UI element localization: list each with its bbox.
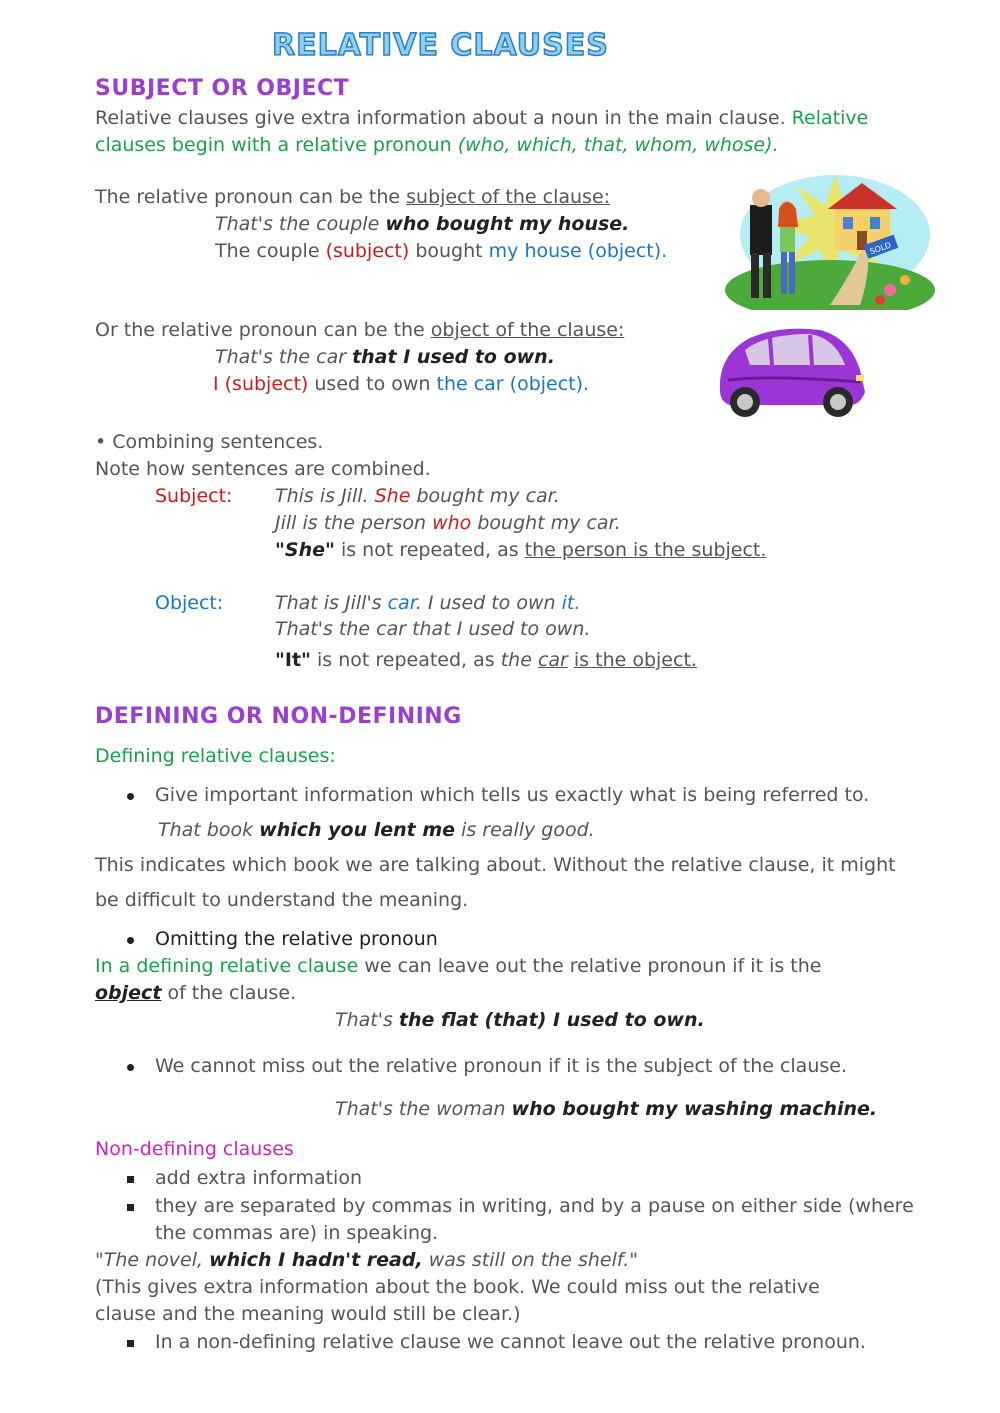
non-defining-item-1: add extra information: [155, 1167, 363, 1189]
subject-example: That's the woman who bought my washing machine.: [335, 1098, 878, 1120]
defining-subheading: Defining relative clauses:: [95, 745, 336, 767]
non-defining-note-1: (This gives extra information about the book. We could miss out the relative: [95, 1276, 820, 1298]
purple-car-illustration: [710, 320, 870, 420]
subject-example-3: "She" is not repeated, as the person is the subject.: [275, 539, 767, 561]
combining-note: Note how sentences are combined.: [95, 458, 431, 480]
example-2-sentence: That's the car that I used to own.: [215, 346, 555, 368]
combining-bullet: • Combining sentences.: [95, 431, 324, 453]
omitting-example: That's the flat (that) I used to own.: [335, 1009, 705, 1031]
bullet-icon: [127, 937, 134, 944]
subject-example-1: This is Jill. She bought my car.: [275, 485, 560, 507]
omitting-line-2: object of the clause.: [95, 982, 297, 1004]
example-1-analysis: The couple (subject) bought my house (object).: [215, 240, 668, 262]
bullet-icon: [127, 1064, 134, 1071]
section-heading-defining: DEFINING OR NON-DEFINING: [95, 704, 462, 729]
subject-label: Subject:: [155, 485, 233, 507]
object-example-2: That's the car that I used to own.: [275, 618, 591, 640]
square-bullet-icon: [127, 1340, 134, 1347]
omitting-line-1: In a defining relative clause we can leave out the relative pronoun if it is the: [95, 955, 822, 977]
defining-bullet-1: Give important information which tells us exactly what is being referred to.: [155, 784, 870, 806]
omitting-bullet: Omitting the relative pronoun: [155, 928, 438, 950]
non-defining-item-2a: they are separated by commas in writing, and by a pause on either side (where: [155, 1195, 914, 1217]
svg-text:SOLD: SOLD: [868, 240, 893, 257]
couple-house-illustration: [720, 165, 935, 310]
object-label: Object:: [155, 592, 224, 614]
defining-para-line-1: This indicates which book we are talking about. Without the relative clause, it might: [95, 854, 896, 876]
example-1-sentence: That's the couple who bought my house.: [215, 213, 630, 235]
non-defining-item-2b: the commas are) in speaking.: [155, 1222, 439, 1244]
object-example-3: "It" is not repeated, as the car is the object.: [275, 649, 697, 671]
object-lead: Or the relative pronoun can be the object of the clause:: [95, 319, 625, 341]
non-defining-item-3: In a non-defining relative clause we cannot leave out the relative pronoun.: [155, 1331, 866, 1353]
section-heading-subject-object: SUBJECT OR OBJECT: [95, 76, 350, 101]
object-example-1: That is Jill's car. I used to own it.: [275, 592, 581, 614]
subject-bullet: We cannot miss out the relative pronoun if it is the subject of the clause.: [155, 1055, 847, 1077]
defining-example: That book which you lent me is really good.: [158, 819, 595, 841]
non-defining-note-2: clause and the meaning would still be clear.): [95, 1303, 521, 1325]
bullet-icon: [127, 793, 134, 800]
subject-example-2: Jill is the person who bought my car.: [275, 512, 621, 534]
square-bullet-icon: [127, 1204, 134, 1211]
non-defining-subheading: Non-defining clauses: [95, 1138, 294, 1160]
non-defining-quote: "The novel, which I hadn't read, was still on the shelf.": [95, 1249, 639, 1271]
example-2-analysis: I (subject) used to own the car (object).: [213, 373, 590, 395]
subject-lead: The relative pronoun can be the subject of the clause:: [95, 186, 611, 208]
defining-para-line-2: be difficult to understand the meaning.: [95, 889, 469, 911]
intro-line-2: clauses begin with a relative pronoun (who, which, that, whom, whose).: [95, 134, 779, 156]
page-title: RELATIVE CLAUSES: [272, 28, 609, 63]
square-bullet-icon: [127, 1176, 134, 1183]
intro-line-1: Relative clauses give extra information about a noun in the main clause. Relative: [95, 107, 869, 129]
